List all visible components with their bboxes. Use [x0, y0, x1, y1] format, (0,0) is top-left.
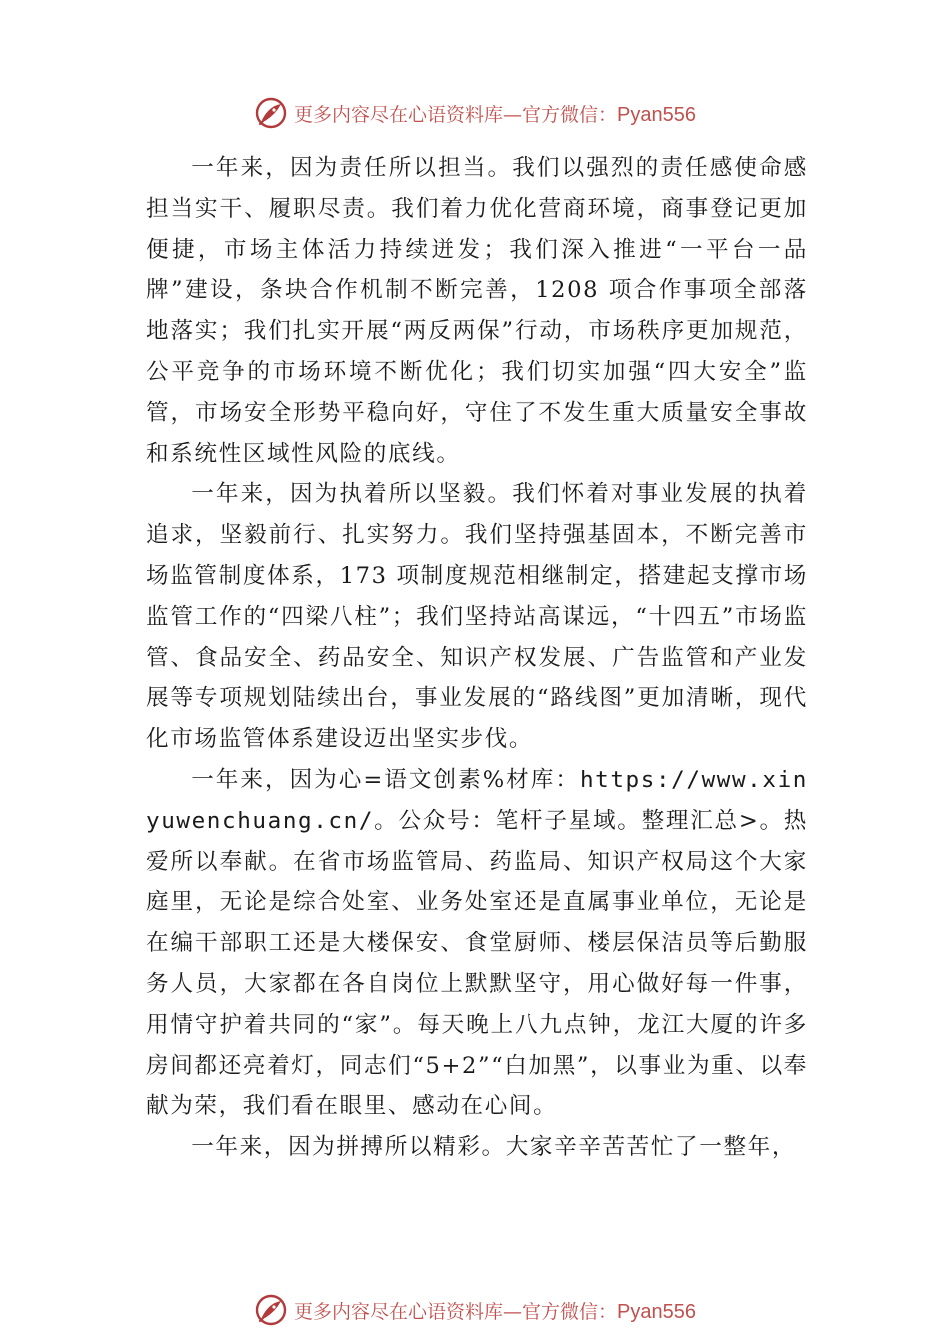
header-banner-label: 更多内容尽在心语资料库—官方微信：	[294, 103, 618, 126]
paragraph-1: 一年来，因为责任所以担当。我们以强烈的责任感使命感担当实干、履职尽责。我们着力优化营商环境，商事登记更加便捷，市场主体活力持续迸发；我们深入推进“一平台一品牌”建设，条块合作机制不断完善，1208 项合作事项全部落地落实；我们扎实开展“两反两保”行动，市场秩序更加规范，公平竞争的市场环境不断优化；我们切实加强“四大安全”监管，市场安全形势平稳向好，守住了不发生重大质量安全事故和系统性区域性风险的底线。	[146, 155, 808, 467]
paragraph-3	[146, 760, 808, 1127]
source-url-link[interactable]: https://www.xinyuwenchuang.cn/	[146, 766, 808, 834]
footer-banner-label: 更多内容尽在心语资料库—官方微信：	[294, 1300, 618, 1323]
paragraph-3-part2: 。公众号：笔杆子星域。整理汇总>。热爱所以奉献。在省市场监管局、药监局、知识产权局这个大家庭里，无论是综合处室、业务处室还是直属事业单位，无论是在编干部职工还是大楼保安、食堂厨师、楼层保洁员等后勤服务人员，大家都在各自岗位上默默坚守，用心做好每一件事，用情守护着共同的“家”。每天晚上八九点钟，龙江大厦的许多房间都还亮着灯，同志们“5+2”“白加黑”，以事业为重、以奉献为荣，我们看在眼里、感动在心间。	[146, 807, 808, 1120]
pen-nib-logo-icon	[254, 96, 288, 130]
footer-banner-text	[294, 1297, 696, 1324]
pen-nib-logo-icon	[254, 1293, 288, 1327]
footer-banner	[0, 1290, 950, 1330]
header-wechat-id: Pyan556	[617, 103, 696, 126]
header-banner	[0, 93, 950, 133]
paragraph-4: 一年来，因为拼搏所以精彩。大家辛辛苦苦忙了一整年，	[191, 1134, 797, 1161]
header-banner-text	[294, 100, 696, 127]
paragraph-2: 一年来，因为执着所以坚毅。我们怀着对事业发展的执着追求，坚毅前行、扎实努力。我们坚持强基固本，不断完善市场监管制度体系，173 项制度规范相继制定，搭建起支撑市场监管工作的“四梁八柱”；我们坚持站高谋远，“十四五”市场监管、食品安全、药品安全、知识产权发展、广告监管和产业发展等专项规划陆续出台，事业发展的“路线图”更加清晰，现代化市场监管体系建设迈出坚实步伐。	[146, 481, 808, 753]
paragraph-3-part1: 一年来，因为心=语文创素%材库：	[191, 766, 580, 793]
document-body	[146, 148, 808, 1168]
footer-wechat-id: Pyan556	[617, 1300, 696, 1323]
